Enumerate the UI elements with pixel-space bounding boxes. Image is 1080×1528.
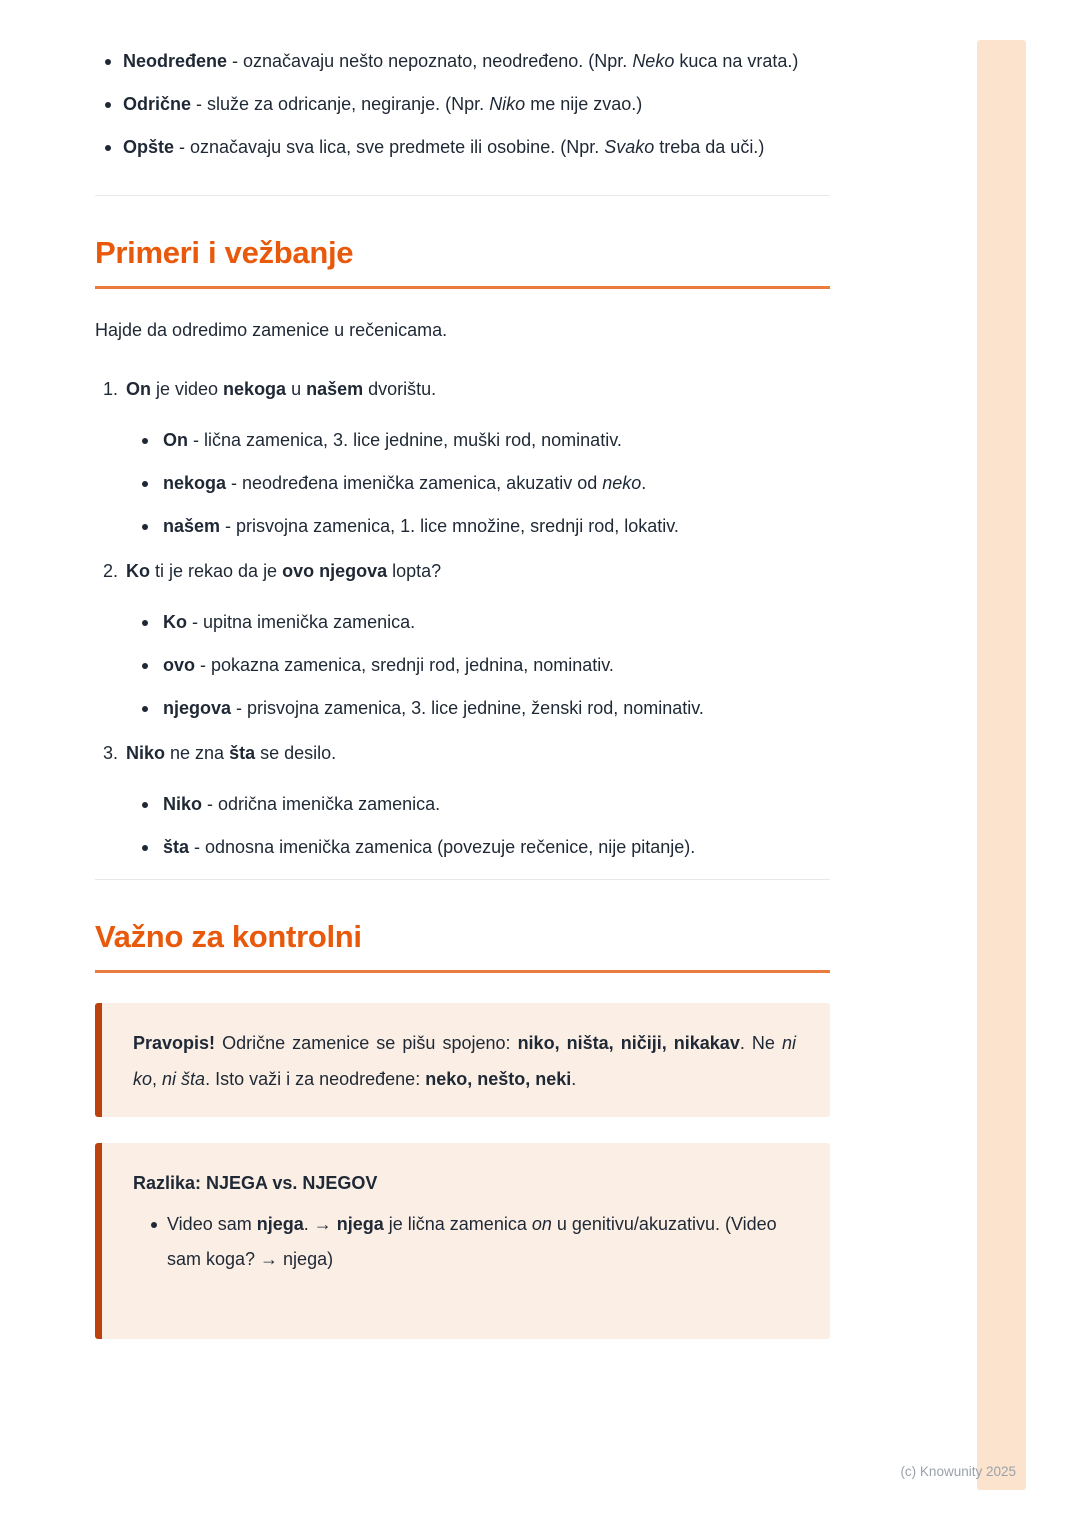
- bullet-icon: [140, 693, 163, 724]
- bullet-icon: [140, 789, 163, 820]
- callout-razlika-title: Razlika: NJEGA vs. NJEGOV: [133, 1173, 378, 1193]
- bullet-icon: [95, 89, 123, 120]
- intro-text: Hajde da odredimo zamenice u rečenicama.: [95, 320, 448, 340]
- page-content: [95, 0, 830, 1339]
- bullet-icon: [140, 832, 163, 863]
- list-item: [95, 132, 830, 163]
- example-sentence: Niko ne zna šta se desilo.: [126, 743, 337, 763]
- analysis-text: nekoga - neodređena imenička zamenica, akuzativ od neko.: [163, 473, 647, 493]
- section-title-vazno: Važno za kontrolni: [95, 918, 830, 973]
- bullet-icon: [140, 511, 163, 542]
- callout-razlika: [95, 1143, 830, 1339]
- example-analysis-list: [140, 789, 830, 863]
- analysis-text: Niko - odrična imenička zamenica.: [163, 794, 441, 814]
- example-number: 3.: [103, 743, 119, 763]
- analysis-item: [140, 607, 830, 638]
- analysis-item: [140, 511, 830, 542]
- analysis-text: našem - prisvojna zamenica, 1. lice množine, srednji rod, lokativ.: [163, 516, 679, 536]
- analysis-item: [140, 832, 830, 863]
- analysis-item: [140, 693, 830, 724]
- section-divider: [95, 195, 830, 196]
- list-item-text: Opšte - označavaju sva lica, sve predmete ili osobine. (Npr. Svako treba da uči.): [123, 137, 765, 157]
- analysis-text: šta - odnosna imenička zamenica (povezuje rečenice, nije pitanje).: [163, 837, 696, 857]
- example-item: [95, 556, 830, 724]
- example-sentence-row: [95, 374, 830, 405]
- example-item: [95, 374, 830, 542]
- callout-pravopis: [95, 1003, 830, 1117]
- example-sentence: On je video nekoga u našem dvorištu.: [126, 379, 437, 399]
- example-sentence-row: [95, 556, 830, 587]
- analysis-text: ovo - pokazna zamenica, srednji rod, jednina, nominativ.: [163, 655, 614, 675]
- example-sentence-row: [95, 738, 830, 769]
- callout-razlika-list: [141, 1207, 796, 1277]
- example-sentence: Ko ti je rekao da je ovo njegova lopta?: [126, 561, 442, 581]
- analysis-item: [140, 468, 830, 499]
- example-analysis-list: [140, 425, 830, 542]
- side-strip-decoration: [977, 40, 1026, 1490]
- list-item: [95, 46, 830, 77]
- list-item-text: Odrične - služe za odricanje, negiranje. (Npr. Niko me nije zvao.): [123, 94, 643, 114]
- section-divider: [95, 879, 830, 880]
- example-number: 2.: [103, 561, 119, 581]
- example-item: [95, 738, 830, 863]
- pronoun-types-list: [95, 46, 830, 163]
- bullet-icon: [95, 46, 123, 77]
- list-item: [95, 89, 830, 120]
- bullet-icon: [140, 650, 163, 681]
- list-item-text: Neodređene - označavaju nešto nepoznato, neodređeno. (Npr. Neko kuca na vrata.): [123, 51, 799, 71]
- bullet-icon: [95, 132, 123, 163]
- callout-pravopis-text: Pravopis! Odrične zamenice se pišu spojeno: niko, ništa, ničiji, nikakav. Ne ni ko, ni šta. Isto važi i za neodređene: neko, nešto, neki.: [133, 1033, 796, 1089]
- example-analysis-list: [140, 607, 830, 724]
- bullet-icon: [141, 1207, 167, 1277]
- analysis-text: On - lična zamenica, 3. lice jednine, muški rod, nominativ.: [163, 430, 622, 450]
- analysis-item: [140, 789, 830, 820]
- bullet-icon: [140, 468, 163, 499]
- analysis-text: njegova - prisvojna zamenica, 3. lice jednine, ženski rod, nominativ.: [163, 698, 704, 718]
- example-number: 1.: [103, 379, 119, 399]
- bullet-icon: [140, 607, 163, 638]
- bullet-icon: [140, 425, 163, 456]
- analysis-item: [140, 650, 830, 681]
- analysis-text: Ko - upitna imenička zamenica.: [163, 612, 416, 632]
- examples-list: [95, 374, 830, 863]
- analysis-item: [140, 425, 830, 456]
- callout-list-text: Video sam njega. → njega je lična zamenica on u genitivu/akuzativu. (Video sam koga? → njega): [167, 1214, 777, 1269]
- footer-copyright: (c) Knowunity 2025: [900, 1464, 1016, 1479]
- section-title-primeri: Primeri i vežbanje: [95, 234, 830, 289]
- callout-list-item: [141, 1207, 796, 1277]
